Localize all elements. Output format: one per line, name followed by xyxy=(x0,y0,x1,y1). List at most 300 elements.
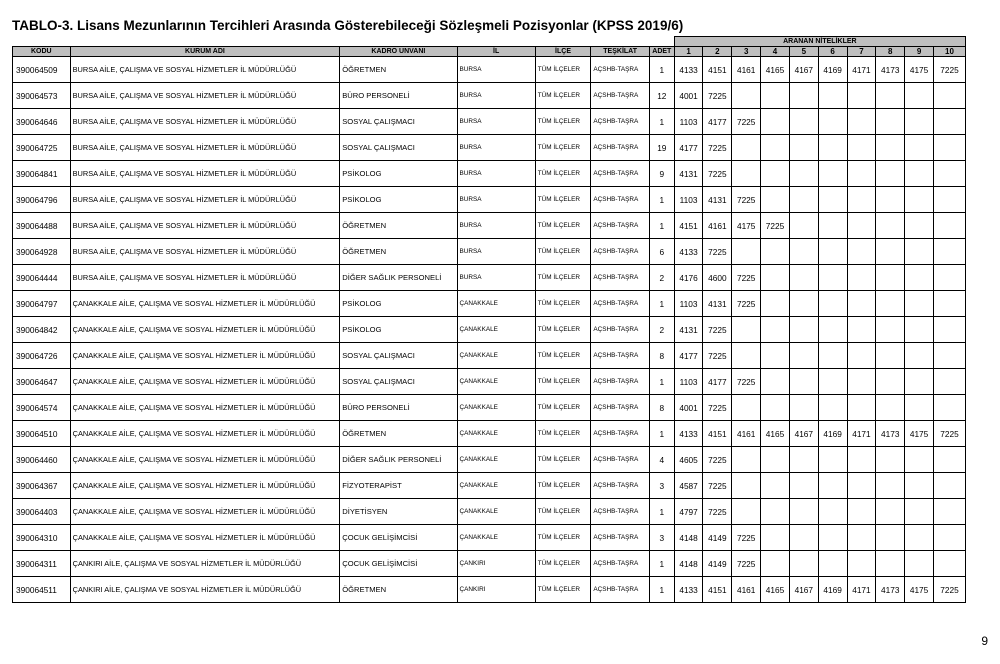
nitelik-cell xyxy=(876,291,905,317)
ilce-cell: TÜM İLÇELER xyxy=(535,525,591,551)
nitelik-cell: 4131 xyxy=(674,161,703,187)
il-cell: ÇANKIRI xyxy=(457,577,535,603)
code-cell: 390064726 xyxy=(13,343,71,369)
nitelik-cell: 7225 xyxy=(933,421,965,447)
il-cell: ÇANAKKALE xyxy=(457,525,535,551)
nitelik-cell xyxy=(818,161,847,187)
nitelik-cell: 7225 xyxy=(732,551,761,577)
nitelik-cell xyxy=(933,83,965,109)
nitelik-cell xyxy=(933,343,965,369)
nitelik-cell xyxy=(732,447,761,473)
nitelik-cell xyxy=(789,499,818,525)
nitelik-cell: 4177 xyxy=(674,135,703,161)
nitelik-cell xyxy=(761,135,790,161)
nitelik-cell xyxy=(761,473,790,499)
kurum-cell: ÇANKIRI AİLE, ÇALIŞMA VE SOSYAL HİZMETLER İL MÜDÜRLÜĞÜ xyxy=(70,551,340,577)
code-cell: 390064311 xyxy=(13,551,71,577)
table-row xyxy=(13,57,966,83)
nitelik-cell: 7225 xyxy=(703,499,732,525)
kadro-cell: PSİKOLOG xyxy=(340,317,457,343)
nitelik-cell: 4149 xyxy=(703,525,732,551)
nitelik-cell xyxy=(933,395,965,421)
kurum-cell: BURSA AİLE, ÇALIŞMA VE SOSYAL HİZMETLER İL MÜDÜRLÜĞÜ xyxy=(70,83,340,109)
nitelik-cell xyxy=(876,161,905,187)
nitelik-cell xyxy=(761,395,790,421)
nitelik-cell: 4797 xyxy=(674,499,703,525)
nitelik-cell xyxy=(789,161,818,187)
nitelik-cell xyxy=(847,135,876,161)
table-row xyxy=(13,161,966,187)
nitelik-cell xyxy=(789,265,818,291)
ilce-cell: TÜM İLÇELER xyxy=(535,473,591,499)
nitelik-cell xyxy=(876,239,905,265)
nitelik-cell xyxy=(789,369,818,395)
nitelik-cell: 7225 xyxy=(732,525,761,551)
nitelik-cell xyxy=(933,473,965,499)
nitelik-cell: 4169 xyxy=(818,57,847,83)
il-cell: BURSA xyxy=(457,161,535,187)
nitelik-cell xyxy=(847,265,876,291)
il-cell: ÇANAKKALE xyxy=(457,369,535,395)
kurum-cell: BURSA AİLE, ÇALIŞMA VE SOSYAL HİZMETLER İL MÜDÜRLÜĞÜ xyxy=(70,187,340,213)
nitelik-cell xyxy=(789,291,818,317)
nitelik-cell: 7225 xyxy=(703,343,732,369)
nitelik-cell xyxy=(933,109,965,135)
nitelik-cell xyxy=(876,135,905,161)
table-row xyxy=(13,395,966,421)
il-cell: BURSA xyxy=(457,187,535,213)
nitelik-cell xyxy=(818,135,847,161)
nitelik-cell xyxy=(847,473,876,499)
nitelik-cell xyxy=(876,109,905,135)
table-row xyxy=(13,369,966,395)
nitelik-cell xyxy=(933,265,965,291)
kadro-cell: ÖĞRETMEN xyxy=(340,57,457,83)
teskilat-cell: AÇSHB-TAŞRA xyxy=(591,265,650,291)
teskilat-cell: AÇSHB-TAŞRA xyxy=(591,161,650,187)
nitelik-cell xyxy=(905,135,934,161)
nitelik-cell xyxy=(933,369,965,395)
il-cell: BURSA xyxy=(457,239,535,265)
adet-cell: 6 xyxy=(649,239,674,265)
header-il: İL xyxy=(457,47,535,57)
kurum-cell: ÇANAKKALE AİLE, ÇALIŞMA VE SOSYAL HİZMETLER İL MÜDÜRLÜĞÜ xyxy=(70,395,340,421)
adet-cell: 1 xyxy=(649,57,674,83)
nitelik-cell xyxy=(905,291,934,317)
kurum-cell: BURSA AİLE, ÇALIŞMA VE SOSYAL HİZMETLER İL MÜDÜRLÜĞÜ xyxy=(70,135,340,161)
nitelik-cell xyxy=(732,239,761,265)
nitelik-cell: 4165 xyxy=(761,57,790,83)
il-cell: ÇANAKKALE xyxy=(457,473,535,499)
teskilat-cell: AÇSHB-TAŞRA xyxy=(591,395,650,421)
adet-cell: 1 xyxy=(649,499,674,525)
nitelik-cell: 7225 xyxy=(732,291,761,317)
nitelik-cell: 4169 xyxy=(818,421,847,447)
adet-cell: 1 xyxy=(649,109,674,135)
code-cell: 390064574 xyxy=(13,395,71,421)
adet-cell: 8 xyxy=(649,395,674,421)
table-row xyxy=(13,343,966,369)
nitelik-cell xyxy=(905,109,934,135)
teskilat-cell: AÇSHB-TAŞRA xyxy=(591,343,650,369)
nitelik-cell: 7225 xyxy=(732,109,761,135)
nitelik-cell xyxy=(847,291,876,317)
nitelik-cell xyxy=(847,551,876,577)
kadro-cell: SOSYAL ÇALIŞMACI xyxy=(340,109,457,135)
header-nitelik-3: 3 xyxy=(732,47,761,57)
nitelik-cell: 4151 xyxy=(703,421,732,447)
header-nitelik-10: 10 xyxy=(933,47,965,57)
code-cell: 390064841 xyxy=(13,161,71,187)
ilce-cell: TÜM İLÇELER xyxy=(535,83,591,109)
nitelik-cell: 4133 xyxy=(674,421,703,447)
teskilat-cell: AÇSHB-TAŞRA xyxy=(591,473,650,499)
adet-cell: 1 xyxy=(649,577,674,603)
kadro-cell: PSİKOLOG xyxy=(340,187,457,213)
nitelik-cell: 4175 xyxy=(905,57,934,83)
nitelik-cell xyxy=(789,317,818,343)
table-row xyxy=(13,317,966,343)
nitelik-cell xyxy=(789,213,818,239)
nitelik-cell xyxy=(905,395,934,421)
nitelik-cell xyxy=(761,83,790,109)
nitelik-cell: 4173 xyxy=(876,577,905,603)
nitelik-cell xyxy=(933,187,965,213)
nitelik-cell xyxy=(818,109,847,135)
code-cell: 390064510 xyxy=(13,421,71,447)
kurum-cell: ÇANAKKALE AİLE, ÇALIŞMA VE SOSYAL HİZMETLER İL MÜDÜRLÜĞÜ xyxy=(70,343,340,369)
teskilat-cell: AÇSHB-TAŞRA xyxy=(591,317,650,343)
header-nitelik-5: 5 xyxy=(789,47,818,57)
kurum-cell: ÇANKIRI AİLE, ÇALIŞMA VE SOSYAL HİZMETLER İL MÜDÜRLÜĞÜ xyxy=(70,577,340,603)
nitelik-cell: 7225 xyxy=(703,317,732,343)
nitelik-cell: 4131 xyxy=(703,291,732,317)
nitelik-cell xyxy=(905,239,934,265)
nitelik-cell xyxy=(789,135,818,161)
teskilat-cell: AÇSHB-TAŞRA xyxy=(591,499,650,525)
code-cell: 390064403 xyxy=(13,499,71,525)
teskilat-cell: AÇSHB-TAŞRA xyxy=(591,291,650,317)
nitelik-cell: 4177 xyxy=(703,109,732,135)
nitelik-cell xyxy=(847,83,876,109)
nitelik-cell: 4600 xyxy=(703,265,732,291)
nitelik-cell xyxy=(761,239,790,265)
page-number: 9 xyxy=(981,634,988,648)
table-row xyxy=(13,83,966,109)
ilce-cell: TÜM İLÇELER xyxy=(535,317,591,343)
nitelik-cell xyxy=(933,239,965,265)
nitelik-cell: 4161 xyxy=(703,213,732,239)
ilce-cell: TÜM İLÇELER xyxy=(535,551,591,577)
table-row xyxy=(13,239,966,265)
nitelik-cell xyxy=(789,343,818,369)
nitelik-cell xyxy=(905,369,934,395)
nitelik-cell xyxy=(847,213,876,239)
kadro-cell: ÖĞRETMEN xyxy=(340,577,457,603)
kadro-cell: DİYETİSYEN xyxy=(340,499,457,525)
nitelik-cell xyxy=(789,83,818,109)
adet-cell: 3 xyxy=(649,525,674,551)
kurum-cell: BURSA AİLE, ÇALIŞMA VE SOSYAL HİZMETLER İL MÜDÜRLÜĞÜ xyxy=(70,239,340,265)
teskilat-cell: AÇSHB-TAŞRA xyxy=(591,577,650,603)
teskilat-cell: AÇSHB-TAŞRA xyxy=(591,213,650,239)
nitelik-cell xyxy=(761,447,790,473)
nitelik-cell: 1103 xyxy=(674,109,703,135)
nitelik-cell xyxy=(847,239,876,265)
adet-cell: 1 xyxy=(649,369,674,395)
table-row xyxy=(13,499,966,525)
nitelik-cell xyxy=(818,187,847,213)
nitelik-cell xyxy=(905,161,934,187)
adet-cell: 19 xyxy=(649,135,674,161)
teskilat-cell: AÇSHB-TAŞRA xyxy=(591,57,650,83)
nitelik-cell: 4161 xyxy=(732,57,761,83)
nitelik-cell xyxy=(818,343,847,369)
table-row xyxy=(13,421,966,447)
header-kurum: KURUM ADI xyxy=(70,47,340,57)
ilce-cell: TÜM İLÇELER xyxy=(535,369,591,395)
nitelik-cell: 7225 xyxy=(761,213,790,239)
teskilat-cell: AÇSHB-TAŞRA xyxy=(591,135,650,161)
table-row xyxy=(13,213,966,239)
code-cell: 390064444 xyxy=(13,265,71,291)
nitelik-cell: 4171 xyxy=(847,421,876,447)
nitelik-cell xyxy=(847,499,876,525)
nitelik-cell xyxy=(818,369,847,395)
nitelik-cell: 4177 xyxy=(703,369,732,395)
nitelik-cell xyxy=(732,343,761,369)
nitelik-cell xyxy=(732,83,761,109)
il-cell: ÇANAKKALE xyxy=(457,291,535,317)
nitelik-cell xyxy=(876,83,905,109)
nitelik-cell xyxy=(789,473,818,499)
nitelik-cell xyxy=(847,447,876,473)
nitelik-cell: 7225 xyxy=(732,265,761,291)
nitelik-cell xyxy=(732,135,761,161)
ilce-cell: TÜM İLÇELER xyxy=(535,499,591,525)
nitelik-cell: 4148 xyxy=(674,551,703,577)
nitelik-cell xyxy=(818,551,847,577)
nitelik-cell xyxy=(818,525,847,551)
adet-cell: 8 xyxy=(649,343,674,369)
nitelik-cell xyxy=(761,187,790,213)
nitelik-cell xyxy=(847,395,876,421)
page-title: TABLO-3. Lisans Mezunlarının Tercihleri Arasında Gösterebileceği Sözleşmeli Pozisyonlar (KPSS 2019/6) xyxy=(12,18,684,33)
nitelik-cell xyxy=(789,525,818,551)
nitelik-cell xyxy=(847,317,876,343)
code-cell: 390064310 xyxy=(13,525,71,551)
kadro-cell: SOSYAL ÇALIŞMACI xyxy=(340,343,457,369)
header-row-top xyxy=(13,37,966,47)
kurum-cell: BURSA AİLE, ÇALIŞMA VE SOSYAL HİZMETLER İL MÜDÜRLÜĞÜ xyxy=(70,109,340,135)
nitelik-cell: 4175 xyxy=(732,213,761,239)
adet-cell: 9 xyxy=(649,161,674,187)
kadro-cell: ÇOCUK GELİŞİMCİSİ xyxy=(340,525,457,551)
nitelik-cell xyxy=(905,473,934,499)
nitelik-cell xyxy=(761,551,790,577)
il-cell: ÇANAKKALE xyxy=(457,447,535,473)
table-body xyxy=(13,57,966,603)
nitelik-cell xyxy=(761,369,790,395)
nitelik-cell xyxy=(818,473,847,499)
nitelik-cell: 4175 xyxy=(905,421,934,447)
ilce-cell: TÜM İLÇELER xyxy=(535,577,591,603)
nitelik-cell xyxy=(876,395,905,421)
code-cell: 390064509 xyxy=(13,57,71,83)
code-cell: 390064646 xyxy=(13,109,71,135)
nitelik-cell: 4001 xyxy=(674,395,703,421)
header-teskilat: TEŞKİLAT xyxy=(591,47,650,57)
nitelik-cell xyxy=(847,161,876,187)
nitelik-cell xyxy=(818,239,847,265)
nitelik-cell xyxy=(789,187,818,213)
ilce-cell: TÜM İLÇELER xyxy=(535,57,591,83)
header-nitelik-6: 6 xyxy=(818,47,847,57)
nitelik-cell: 4131 xyxy=(674,317,703,343)
nitelik-cell: 7225 xyxy=(703,161,732,187)
il-cell: ÇANKIRI xyxy=(457,551,535,577)
kurum-cell: ÇANAKKALE AİLE, ÇALIŞMA VE SOSYAL HİZMETLER İL MÜDÜRLÜĞÜ xyxy=(70,369,340,395)
code-cell: 390064797 xyxy=(13,291,71,317)
nitelik-cell: 4151 xyxy=(703,57,732,83)
header-nitelik-9: 9 xyxy=(905,47,934,57)
adet-cell: 4 xyxy=(649,447,674,473)
nitelik-cell xyxy=(876,343,905,369)
nitelik-cell xyxy=(933,213,965,239)
kurum-cell: ÇANAKKALE AİLE, ÇALIŞMA VE SOSYAL HİZMETLER İL MÜDÜRLÜĞÜ xyxy=(70,525,340,551)
teskilat-cell: AÇSHB-TAŞRA xyxy=(591,551,650,577)
kadro-cell: BÜRO PERSONELİ xyxy=(340,83,457,109)
adet-cell: 3 xyxy=(649,473,674,499)
code-cell: 390064647 xyxy=(13,369,71,395)
teskilat-cell: AÇSHB-TAŞRA xyxy=(591,421,650,447)
nitelik-cell xyxy=(818,265,847,291)
nitelik-cell: 4175 xyxy=(905,577,934,603)
nitelik-cell: 7225 xyxy=(703,395,732,421)
nitelik-cell: 4131 xyxy=(703,187,732,213)
nitelik-cell xyxy=(933,161,965,187)
table-row xyxy=(13,187,966,213)
nitelik-cell xyxy=(876,265,905,291)
teskilat-cell: AÇSHB-TAŞRA xyxy=(591,239,650,265)
il-cell: ÇANAKKALE xyxy=(457,317,535,343)
kadro-cell: ÖĞRETMEN xyxy=(340,421,457,447)
nitelik-cell: 4161 xyxy=(732,577,761,603)
il-cell: BURSA xyxy=(457,265,535,291)
nitelik-cell: 4167 xyxy=(789,57,818,83)
nitelik-cell xyxy=(789,239,818,265)
nitelik-cell xyxy=(818,213,847,239)
header-adet: ADET xyxy=(649,47,674,57)
nitelik-cell: 4148 xyxy=(674,525,703,551)
kadro-cell: BÜRO PERSONELİ xyxy=(340,395,457,421)
ilce-cell: TÜM İLÇELER xyxy=(535,395,591,421)
nitelik-cell xyxy=(933,499,965,525)
nitelik-cell: 7225 xyxy=(933,577,965,603)
table-row xyxy=(13,577,966,603)
nitelik-cell xyxy=(933,447,965,473)
ilce-cell: TÜM İLÇELER xyxy=(535,291,591,317)
nitelik-cell: 7225 xyxy=(703,135,732,161)
nitelik-cell: 7225 xyxy=(703,473,732,499)
ilce-cell: TÜM İLÇELER xyxy=(535,239,591,265)
kadro-cell: PSİKOLOG xyxy=(340,291,457,317)
nitelik-cell: 4171 xyxy=(847,577,876,603)
header-kodu: KODU xyxy=(13,47,71,57)
kadro-cell: FİZYOTERAPİST xyxy=(340,473,457,499)
nitelik-cell: 4133 xyxy=(674,57,703,83)
il-cell: ÇANAKKALE xyxy=(457,421,535,447)
nitelik-cell xyxy=(761,343,790,369)
nitelik-cell: 4176 xyxy=(674,265,703,291)
adet-cell: 2 xyxy=(649,317,674,343)
nitelik-cell xyxy=(876,525,905,551)
nitelik-cell: 1103 xyxy=(674,187,703,213)
kurum-cell: ÇANAKKALE AİLE, ÇALIŞMA VE SOSYAL HİZMETLER İL MÜDÜRLÜĞÜ xyxy=(70,499,340,525)
nitelik-cell: 4133 xyxy=(674,577,703,603)
nitelik-cell xyxy=(876,369,905,395)
teskilat-cell: AÇSHB-TAŞRA xyxy=(591,525,650,551)
nitelik-cell: 4177 xyxy=(674,343,703,369)
nitelik-cell xyxy=(789,447,818,473)
kurum-cell: ÇANAKKALE AİLE, ÇALIŞMA VE SOSYAL HİZMETLER İL MÜDÜRLÜĞÜ xyxy=(70,291,340,317)
ilce-cell: TÜM İLÇELER xyxy=(535,161,591,187)
nitelik-cell: 4167 xyxy=(789,577,818,603)
nitelik-cell xyxy=(905,447,934,473)
il-cell: BURSA xyxy=(457,135,535,161)
code-cell: 390064573 xyxy=(13,83,71,109)
nitelik-cell xyxy=(905,265,934,291)
nitelik-cell: 7225 xyxy=(732,187,761,213)
nitelik-cell xyxy=(876,473,905,499)
il-cell: ÇANAKKALE xyxy=(457,499,535,525)
nitelik-cell: 4171 xyxy=(847,57,876,83)
ilce-cell: TÜM İLÇELER xyxy=(535,447,591,473)
code-cell: 390064367 xyxy=(13,473,71,499)
nitelik-cell xyxy=(876,317,905,343)
adet-cell: 1 xyxy=(649,421,674,447)
ilce-cell: TÜM İLÇELER xyxy=(535,265,591,291)
code-cell: 390064842 xyxy=(13,317,71,343)
nitelik-cell xyxy=(732,395,761,421)
nitelik-cell xyxy=(847,525,876,551)
nitelik-cell xyxy=(761,499,790,525)
kurum-cell: BURSA AİLE, ÇALIŞMA VE SOSYAL HİZMETLER İL MÜDÜRLÜĞÜ xyxy=(70,265,340,291)
nitelik-cell xyxy=(847,369,876,395)
nitelik-cell xyxy=(732,317,761,343)
kadro-cell: ÖĞRETMEN xyxy=(340,213,457,239)
nitelik-cell xyxy=(732,161,761,187)
nitelik-cell xyxy=(876,187,905,213)
code-cell: 390064796 xyxy=(13,187,71,213)
nitelik-cell xyxy=(761,109,790,135)
table-row xyxy=(13,109,966,135)
nitelik-cell xyxy=(789,551,818,577)
header-kadro: KADRO UNVANI xyxy=(340,47,457,57)
nitelik-cell xyxy=(761,161,790,187)
il-cell: ÇANAKKALE xyxy=(457,343,535,369)
nitelik-cell xyxy=(732,473,761,499)
table-row xyxy=(13,473,966,499)
nitelik-cell: 4587 xyxy=(674,473,703,499)
nitelik-cell xyxy=(905,213,934,239)
nitelik-cell: 1103 xyxy=(674,291,703,317)
nitelik-cell: 7225 xyxy=(703,239,732,265)
nitelik-cell xyxy=(847,187,876,213)
nitelik-cell xyxy=(818,499,847,525)
kurum-cell: ÇANAKKALE AİLE, ÇALIŞMA VE SOSYAL HİZMETLER İL MÜDÜRLÜĞÜ xyxy=(70,421,340,447)
nitelik-cell: 7225 xyxy=(703,83,732,109)
